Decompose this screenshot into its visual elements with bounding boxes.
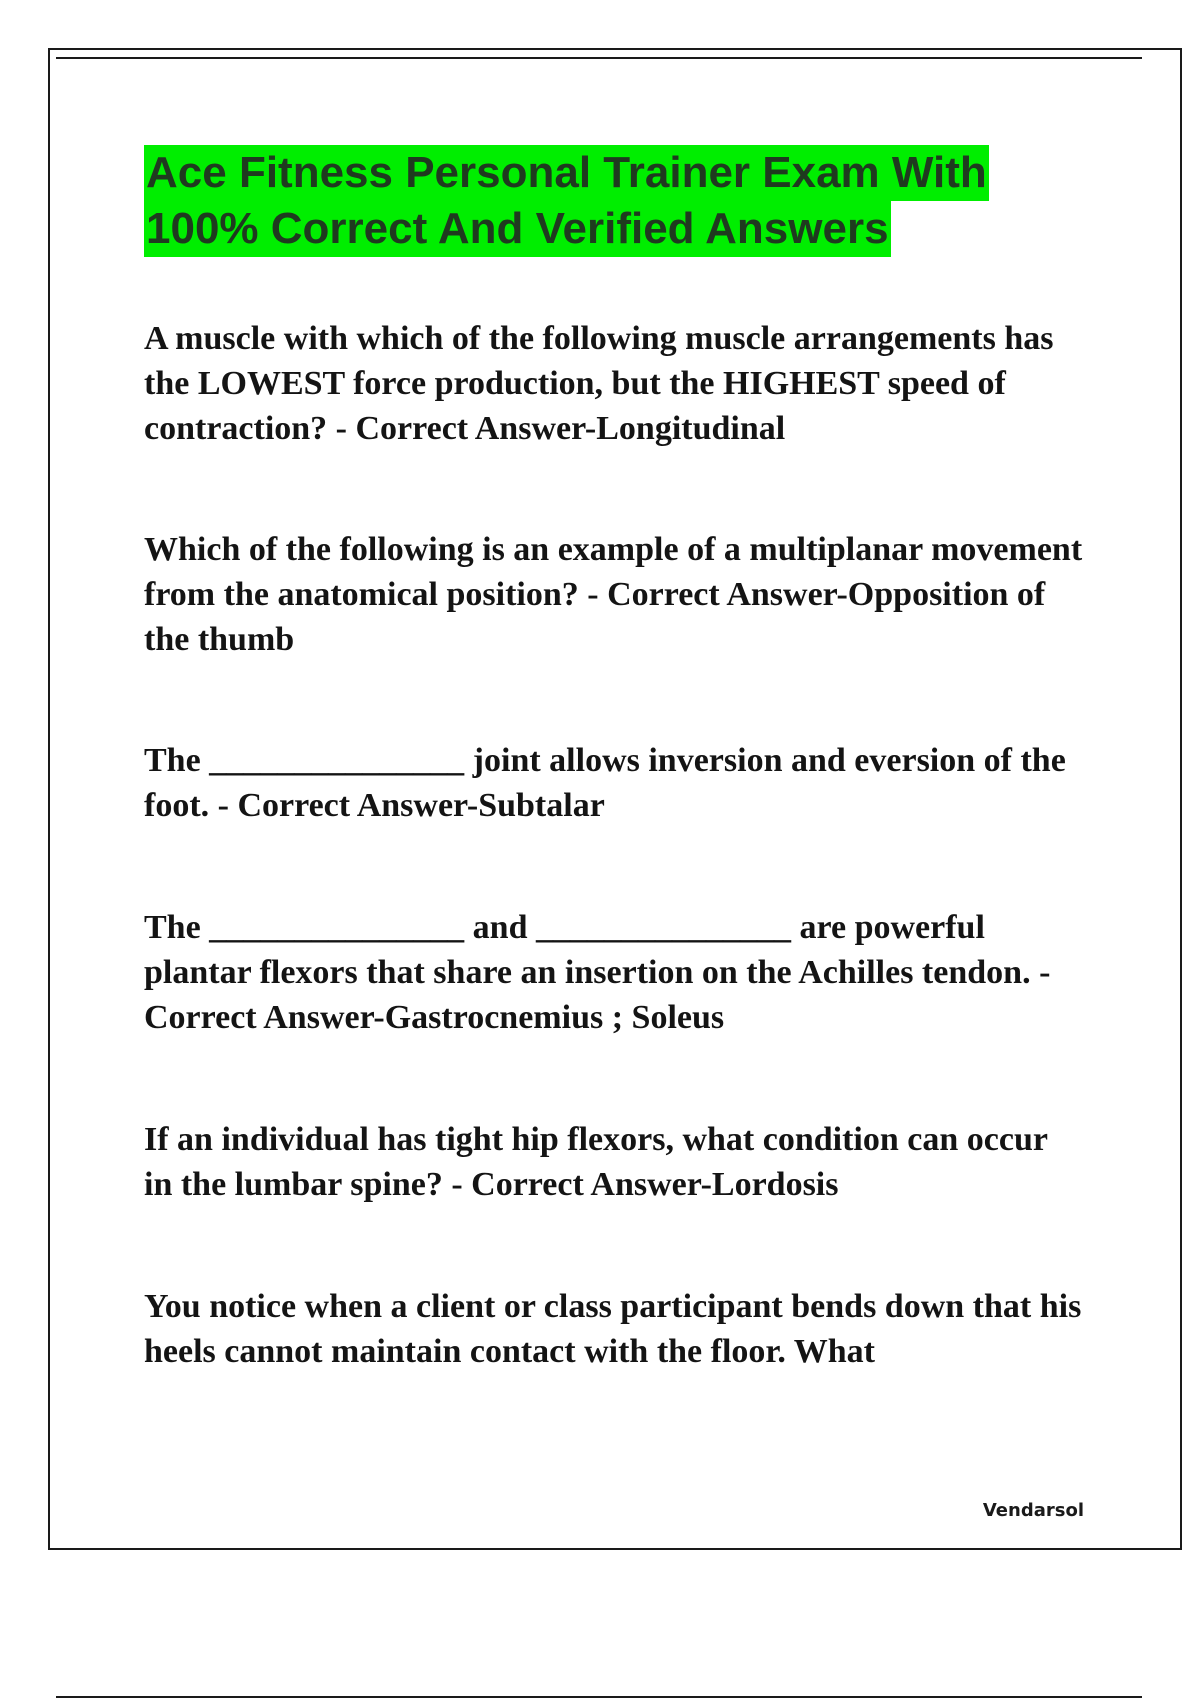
question-list: [144, 316, 1084, 1374]
title-line-1: Ace Fitness Personal Trainer Exam With: [144, 145, 989, 201]
title-line-2: 100% Correct And Verified Answers: [144, 201, 891, 257]
question-4: The _______________ and _______________ are powerful plantar flexors that share an insertion on the Achilles tendon. - Correct Answer-Gastrocnemius ; Soleus: [144, 909, 1051, 1036]
question-3: The _______________ joint allows inversion and eversion of the foot. - Correct Answer-Subtalar: [144, 742, 1066, 824]
bottom-rule: [56, 1696, 1142, 1698]
question-6: You notice when a client or class participant bends down that his heels cannot maintain contact with the floor. What: [144, 1288, 1082, 1370]
document-title: [144, 145, 1088, 257]
top-rule: [56, 57, 1142, 59]
question-5: If an individual has tight hip flexors, what condition can occur in the lumbar spine? - Correct Answer-Lordosis: [144, 1121, 1048, 1203]
question-1: A muscle with which of the following muscle arrangements has the LOWEST force production, but the HIGHEST speed of contraction? - Correct Answer-Longitudinal: [144, 320, 1054, 447]
footer-brand: Vendarsol: [982, 1500, 1084, 1521]
question-2: Which of the following is an example of a multiplanar movement from the anatomical position? - Correct Answer-Opposition of the thumb: [144, 531, 1083, 658]
